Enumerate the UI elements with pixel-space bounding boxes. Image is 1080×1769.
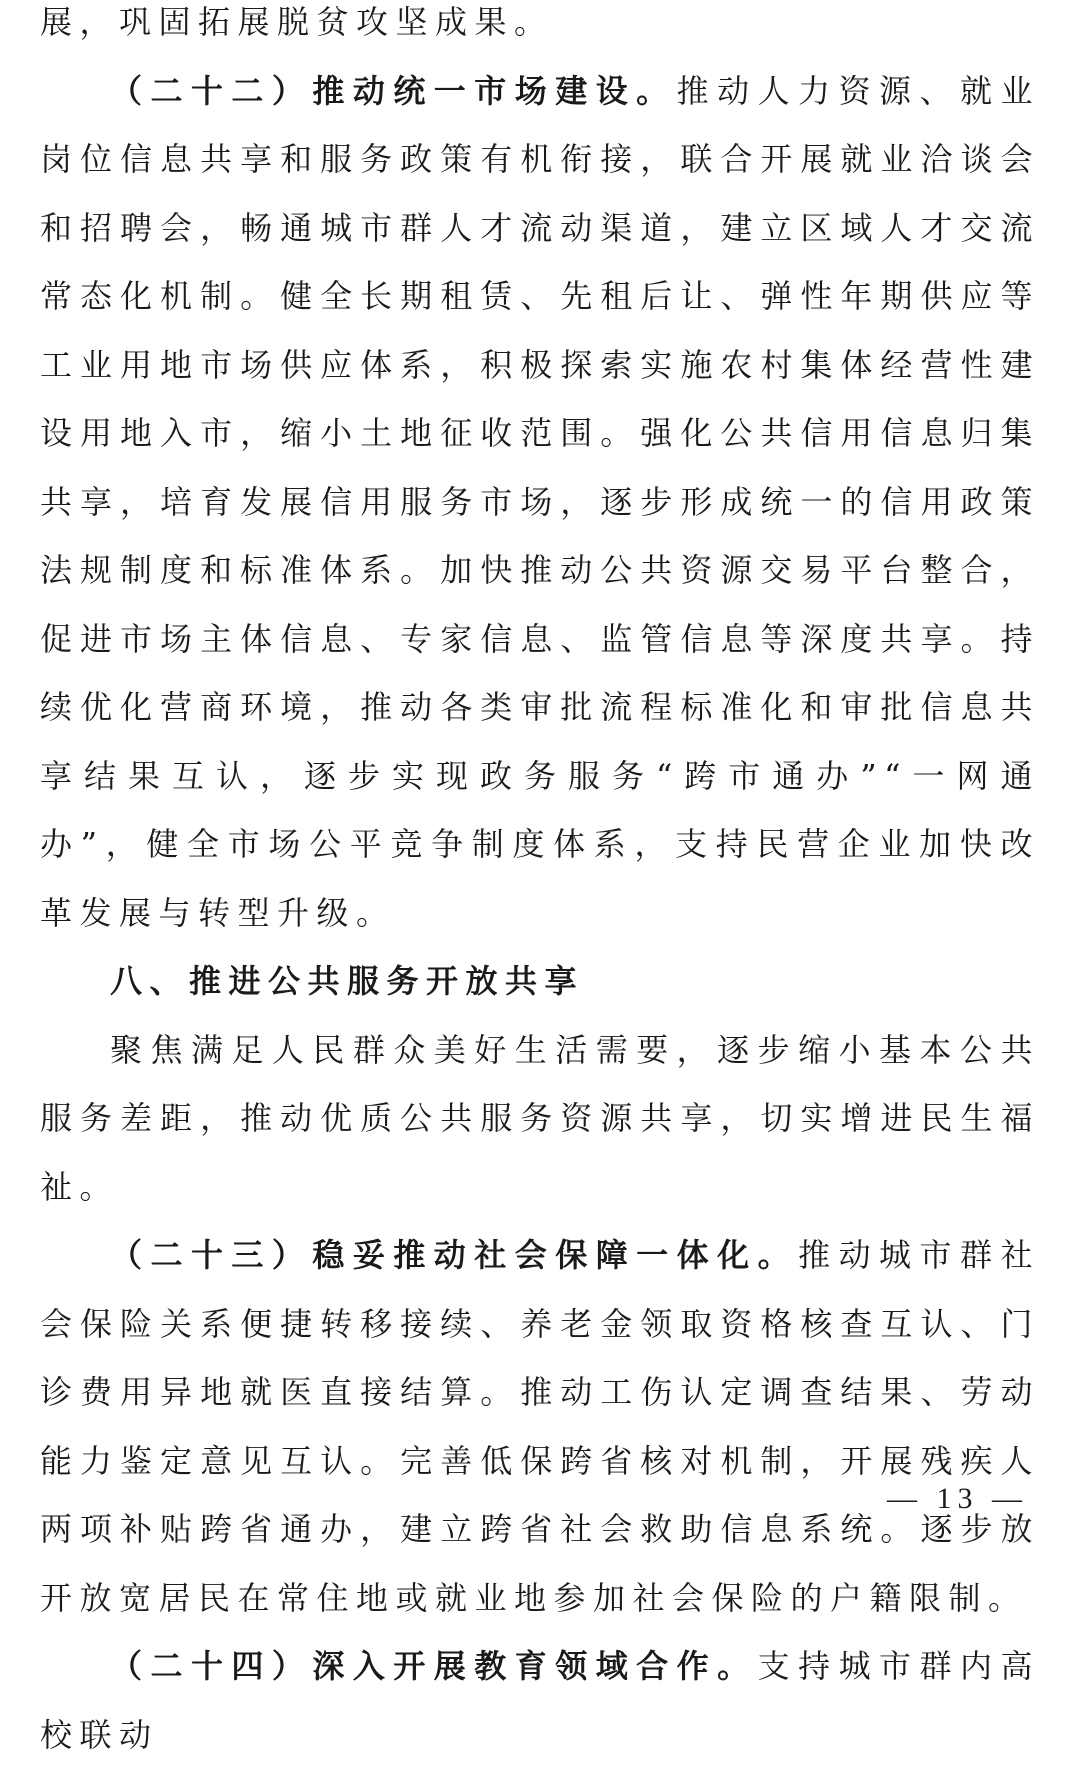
paragraph-24 xyxy=(40,1632,1040,1769)
paragraph-text: 推动城市群社会保险关系便捷转移接续、养老金领取资格核查互认、门诊费用异地就医直接结算。推动工伤认定调查结果、劳动能力鉴定意见互认。完善低保跨省核对机制，开展残疾人两项补贴跨省通办，建立跨省社会救助信息系统。逐步放开放宽居民在常住地或就业地参加社会保险的户籍限制。 xyxy=(40,1236,1040,1617)
paragraph-text: 聚焦满足人民群众美好生活需要，逐步缩小基本公共服务差距，推动优质公共服务资源共享，切实增进民生福祉。 xyxy=(40,1030,1040,1206)
paragraph-text: 支持城市群内高校联动 xyxy=(40,1647,1040,1754)
page-number: — 13 — xyxy=(887,1482,1028,1515)
paragraph-text: 推动人力资源、就业岗位信息共享和服务政策有机衔接，联合开展就业洽谈会和招聘会，畅通城市群人才流动渠道，建立区域人才交流常态化机制。健全长期租赁、先租后让、弹性年期供应等工业用地市场供应体系，积极探索实施农村集体经营性建设用地入市，缩小土地征收范围。强化公共信用信息归集共享，培育发展信用服务市场，逐步形成统一的信用政策法规制度和标准体系。加快推动公共资源交易平台整合，促进市场主体信息、专家信息、监管信息等深度共享。持续优化营商环境，推动各类审批流程标准化和审批信息共享结果互认，逐步实现政务服务“跨市通办”“一网通办”，健全市场公平竞争制度体系，支持民营企业加快改革发展与转型升级。 xyxy=(40,71,1040,932)
paragraph-lead: （二十二）推动统一市场建设。 xyxy=(110,71,677,110)
paragraph-continued xyxy=(40,0,1040,57)
paragraph-lead: （二十三）稳妥推动社会保障一体化。 xyxy=(110,1236,799,1274)
section-heading: 八、推进公共服务开放共享 xyxy=(110,962,585,1000)
paragraph-text: 展，巩固拓展脱贫攻坚成果。 xyxy=(40,3,554,41)
paragraph-22 xyxy=(40,57,1040,948)
section-intro xyxy=(40,1016,1040,1222)
paragraph-lead: （二十四）深入开展教育领域合作。 xyxy=(110,1647,758,1685)
paragraph-23 xyxy=(40,1221,1040,1632)
